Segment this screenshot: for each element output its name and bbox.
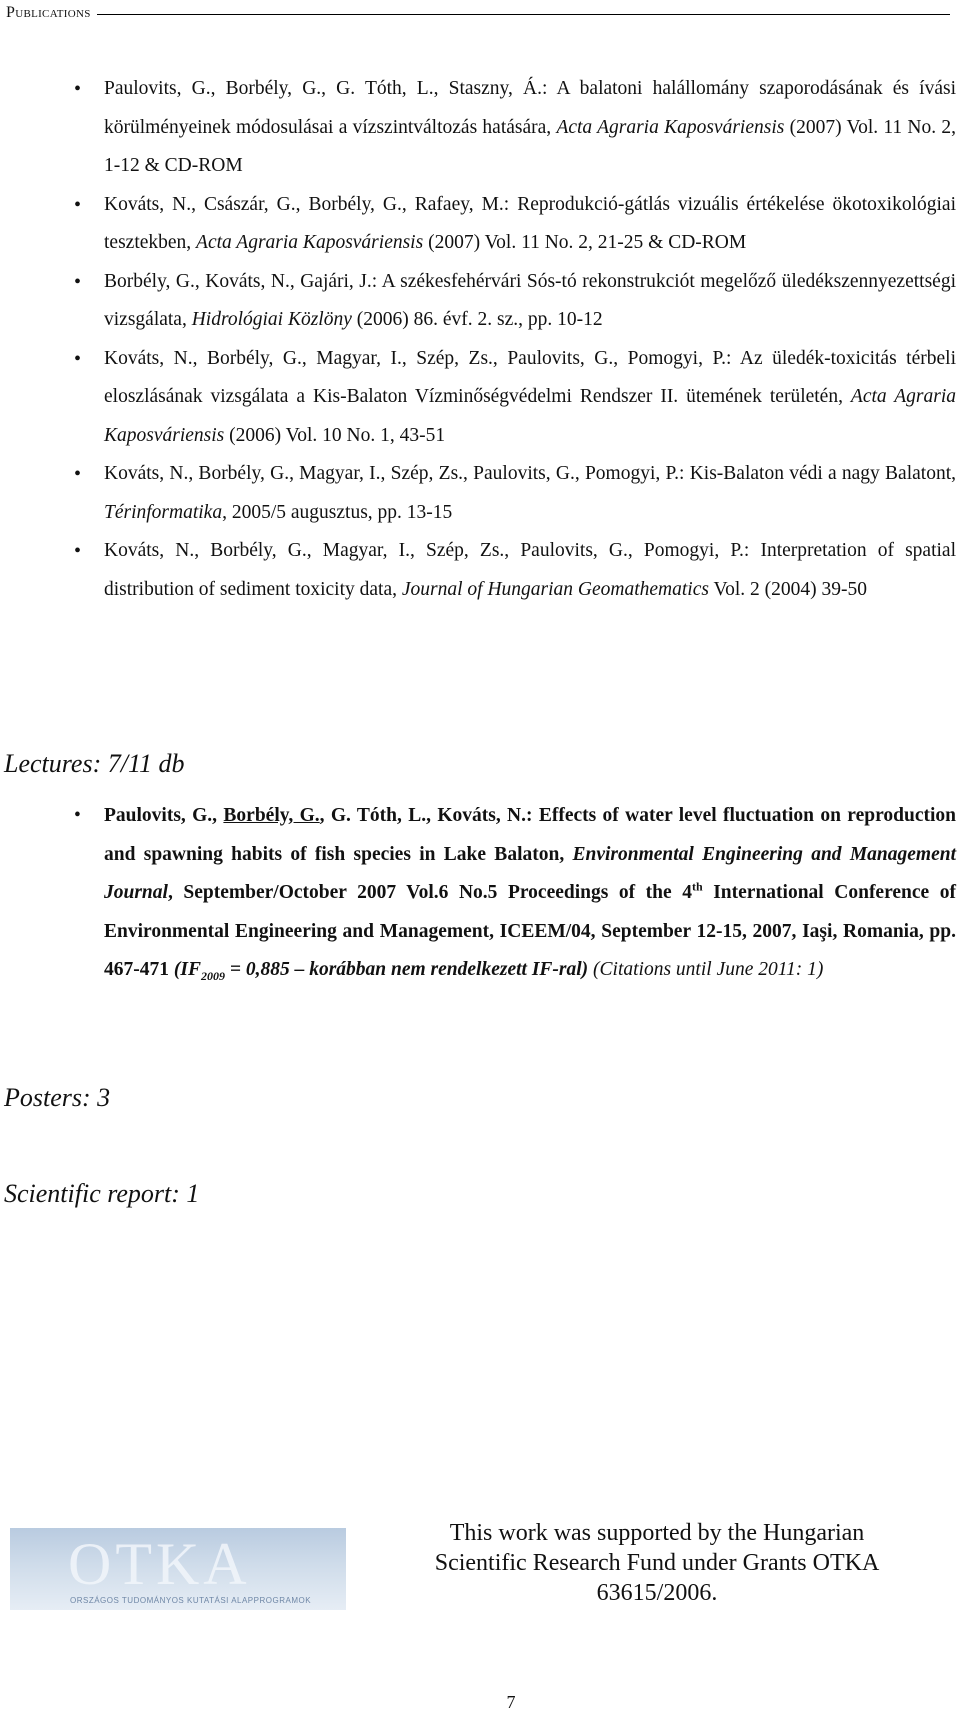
report-heading: Scientific report: 1	[4, 1179, 200, 1208]
page-header	[6, 2, 950, 24]
otka-logo-word: OTKA	[68, 1531, 251, 1597]
pub-details: (2007) Vol. 11 No. 2, 21-25 & CD-ROM	[423, 232, 747, 253]
pub-details: (2007) Vol. 11 No. 2, 1-12 & CD-ROM	[104, 116, 956, 176]
pub-authors: Kováts, N., Borbély, G., Magyar, I., Szép, Zs., Paulovits, G., Pomogyi, P.: Kis-Balaton védi a nagy Balatont,	[104, 463, 956, 484]
lecture-if-sub: 2009	[200, 968, 225, 983]
funding-line: Scientific Research Fund under Grants OTKA	[434, 1550, 880, 1576]
pub-details: (2006) 86. évf. 2. sz., pp. 10-12	[351, 309, 603, 330]
publication-item	[104, 263, 956, 340]
header-rule	[97, 14, 950, 15]
publication-item	[104, 186, 956, 263]
funding-line: This work was supported by the Hungarian	[449, 1520, 865, 1546]
publication-item	[104, 70, 956, 186]
posters-heading: Posters: 3	[4, 1083, 111, 1112]
pub-details: , 2005/5 augusztus, pp. 13-15	[222, 501, 453, 523]
lecture-item	[104, 797, 956, 990]
lecture-list	[104, 797, 956, 990]
lecture-text-3: International Conference of Environmental Engineering and Management, ICEEM/04, September 12-15, 2007, Iaşi, Romania, pp. 467-471	[104, 882, 956, 980]
publication-item	[104, 455, 956, 532]
lecture-if-open: (IF	[173, 959, 201, 980]
lectures-heading: Lectures: 7/11 db	[4, 749, 185, 778]
funding-note	[404, 1518, 910, 1608]
pub-authors: Borbély, G., Kováts, N., Gajári, J.: A székesfehérvári Sós-tó rekonstrukciót megelőző üledékszennyezettségi vizsgálata,	[104, 270, 956, 330]
pub-journal: Acta Agraria Kaposváriensis	[104, 386, 957, 446]
pub-journal: Térinformatika	[104, 501, 223, 523]
pub-authors: Paulovits, G., Borbély, G., G. Tóth, L., Staszny, Á.: A balatoni halállomány szaporodásának és ívási körülményeinek módosulásai a vízszintváltozás hatására,	[104, 78, 956, 138]
lecture-citations: (Citations until June 2011: 1)	[588, 959, 824, 980]
lecture-if-rest: = 0,885 – korábban nem rendelkezett IF-ral)	[224, 959, 589, 980]
publication-item	[104, 532, 956, 609]
pub-authors: Kováts, N., Császár, G., Borbély, G., Rafaey, M.: Reprodukció-gátlás vizuális értékelése ökotoxikológiai tesztekben,	[104, 193, 956, 253]
otka-logo	[10, 1528, 346, 1610]
lecture-author-1: Paulovits, G.,	[104, 805, 224, 826]
lecture-author-rest: , G. Tóth, L., Kováts, N.: Effects of water level fluctuation on reproduction and spawning habits of fish species in Lake Balaton,	[104, 805, 956, 865]
funding-line: 63615/2006.	[596, 1580, 718, 1606]
otka-logo-subtext: ORSZÁGOS TUDOMÁNYOS KUTATÁSI ALAPPROGRAMOK	[70, 1596, 312, 1605]
publication-item	[104, 340, 956, 456]
publication-list	[104, 70, 956, 609]
pub-journal: Acta Agraria Kaposváriensis	[196, 232, 424, 253]
pub-authors: Kováts, N., Borbély, G., Magyar, I., Szép, Zs., Paulovits, G., Pomogyi, P.: Interpretation of spatial distribution of sediment toxicity data,	[104, 540, 956, 600]
page-number: 7	[506, 1692, 516, 1712]
pub-details: Vol. 2 (2004) 39-50	[708, 578, 867, 600]
pub-journal: Acta Agraria Kaposváriensis	[556, 116, 785, 138]
header-title: Publications	[6, 4, 91, 21]
pub-details: (2006) Vol. 10 No. 1, 43-51	[224, 424, 446, 446]
pub-journal: Hidrológiai Közlöny	[191, 309, 352, 330]
pub-journal: Journal of Hungarian Geomathematics	[401, 578, 709, 600]
pub-authors: Kováts, N., Borbély, G., Magyar, I., Szép, Zs., Paulovits, G., Pomogyi, P.: Az üledék-toxicitás térbeli eloszlásának vizsgálata a Kis-Balaton Vízminőségvédelmi Rendszer II. ütemének területén,	[104, 347, 956, 407]
lecture-journal: Environmental Engineering and Management Journal	[104, 843, 956, 903]
lecture-sup: th	[691, 879, 703, 894]
lecture-text-2: , September/October 2007 Vol.6 No.5 Proceedings of the 4	[167, 882, 692, 903]
lecture-author-underlined: Borbély, G.	[223, 805, 320, 826]
